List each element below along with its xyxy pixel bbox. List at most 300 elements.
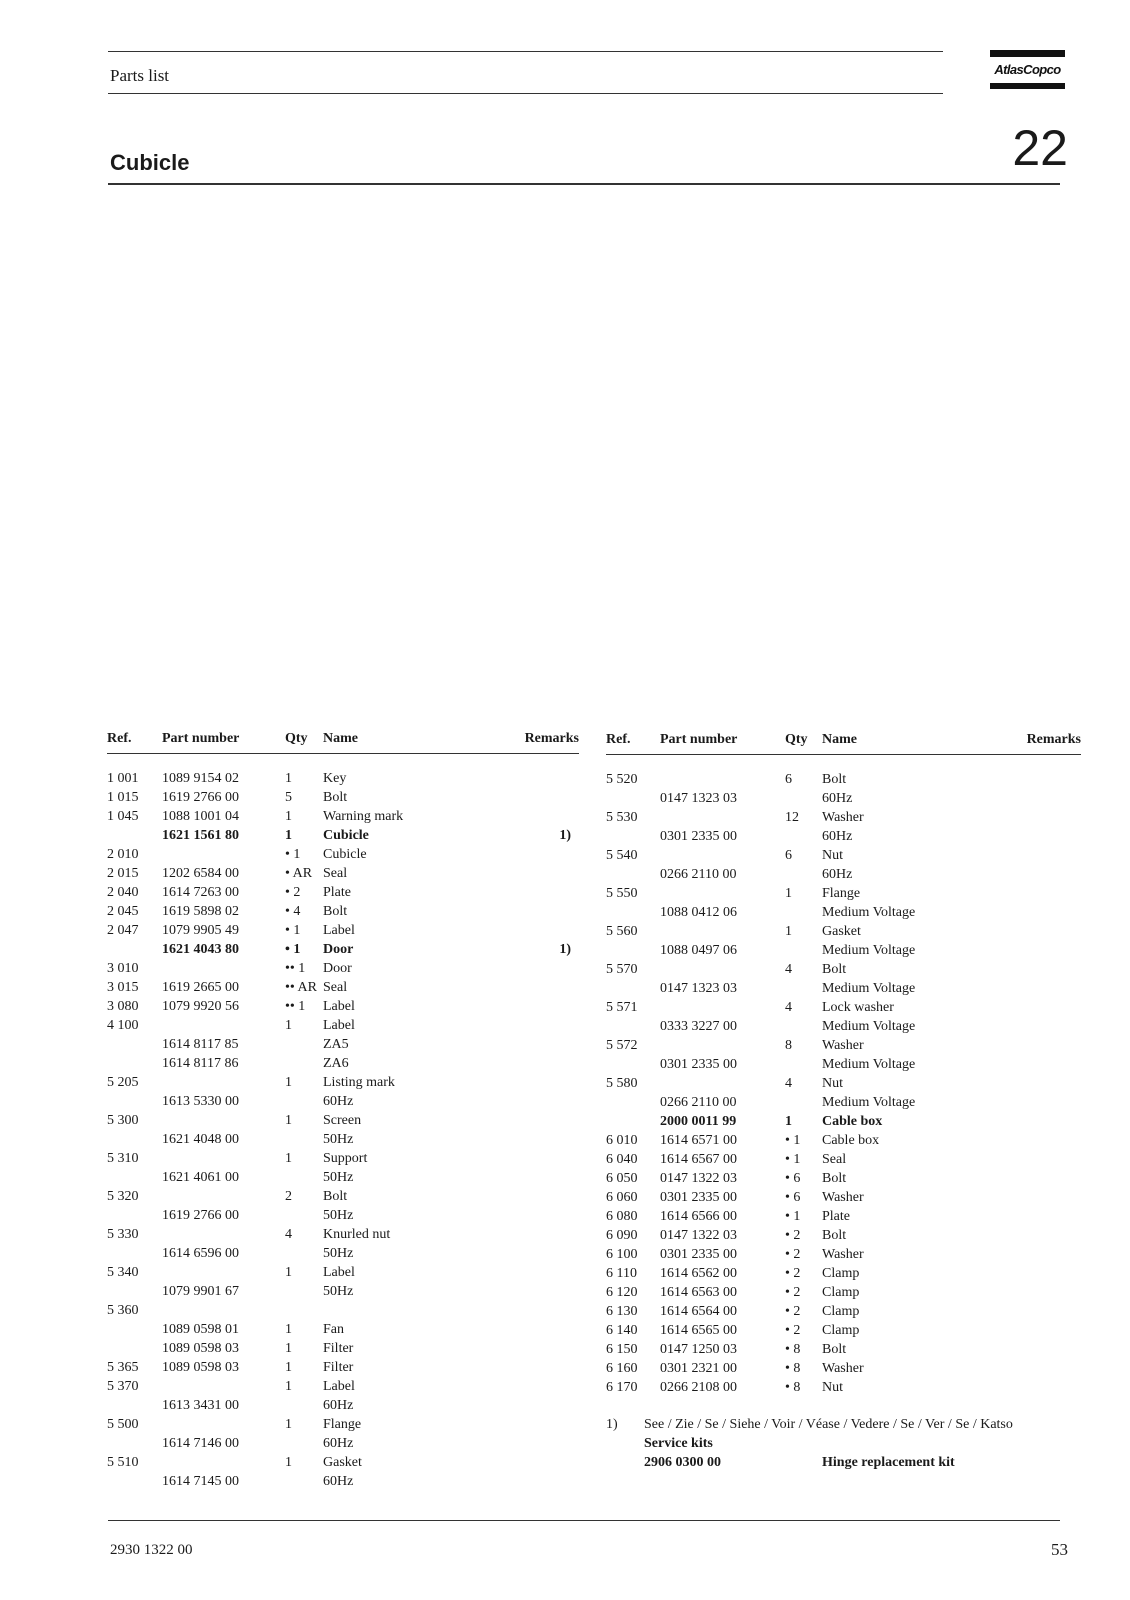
ref-cell: 5 572 (606, 1038, 638, 1053)
qty-cell: 6 (785, 772, 792, 787)
name-cell: Washer (822, 1247, 864, 1262)
table-row (606, 1095, 1081, 1114)
name-cell: Bolt (822, 1228, 847, 1243)
qty-cell: 4 (785, 962, 792, 977)
part-number-cell: 0147 1250 03 (660, 1342, 737, 1357)
ref-cell: 5 540 (606, 848, 638, 863)
part-number-cell: 1088 1001 04 (162, 809, 239, 824)
name-cell: Seal (323, 866, 348, 881)
table-row (107, 999, 579, 1018)
qty-cell: • 1 (785, 1133, 801, 1148)
footnote-mark: 1) (606, 1417, 618, 1432)
ref-cell: 5 520 (606, 772, 638, 787)
part-number-cell: 1614 6566 00 (660, 1209, 737, 1224)
logo-bottom-bar (990, 83, 1065, 89)
name-cell: Gasket (822, 924, 861, 939)
table-row (606, 848, 1081, 867)
qty-cell: 4 (785, 1076, 792, 1091)
table-row (107, 1455, 579, 1474)
name-cell: Knurled nut (323, 1227, 391, 1242)
ref-cell: 5 340 (107, 1265, 139, 1280)
table-row (107, 1265, 579, 1284)
kit-name: Hinge replacement kit (822, 1455, 955, 1470)
table-row (107, 904, 579, 923)
table-rows (606, 755, 1081, 1399)
table-row (107, 923, 579, 942)
ref-cell: 6 040 (606, 1152, 638, 1167)
name-cell: 60Hz (822, 867, 853, 882)
name-cell: Cable box (822, 1133, 880, 1148)
table-row (107, 809, 579, 828)
name-cell: Fan (323, 1322, 344, 1337)
table-header (606, 732, 1081, 754)
table-row (107, 942, 579, 961)
ref-cell: 5 360 (107, 1303, 139, 1318)
table-row (107, 1284, 579, 1303)
qty-cell: 1 (285, 828, 292, 843)
ref-cell: 6 140 (606, 1323, 638, 1338)
part-number-cell: 0301 2335 00 (660, 829, 737, 844)
qty-cell: •• 1 (285, 999, 306, 1014)
table-row (107, 1151, 579, 1170)
name-cell: Gasket (323, 1455, 362, 1470)
qty-cell: 1 (285, 1379, 292, 1394)
page-title: Cubicle (110, 150, 190, 175)
name-cell: Warning mark (323, 809, 404, 824)
part-number-cell: 1613 3431 00 (162, 1398, 239, 1413)
part-number-cell: 1613 5330 00 (162, 1094, 239, 1109)
part-number-cell: 0301 2335 00 (660, 1247, 737, 1262)
qty-cell: • 4 (285, 904, 301, 919)
name-cell: Clamp (822, 1285, 860, 1300)
name-cell: Bolt (822, 1171, 847, 1186)
part-number-cell: 1614 7263 00 (162, 885, 239, 900)
qty-cell: 1 (285, 1455, 292, 1470)
table-row (606, 1247, 1081, 1266)
ref-cell: 6 120 (606, 1285, 638, 1300)
qty-cell: 1 (285, 1322, 292, 1337)
ref-cell: 1 015 (107, 790, 139, 805)
name-cell: Bolt (323, 904, 348, 919)
table-row (107, 1436, 579, 1455)
table-row (606, 1323, 1081, 1342)
col-name-header: Name (822, 732, 857, 747)
ref-cell: 3 015 (107, 980, 139, 995)
table-row (606, 943, 1081, 962)
ref-cell: 1 001 (107, 771, 139, 786)
name-cell: Medium Voltage (822, 1019, 916, 1034)
ref-cell: 5 560 (606, 924, 638, 939)
ref-cell: 6 170 (606, 1380, 638, 1395)
qty-cell: •• AR (285, 980, 317, 995)
qty-cell: •• 1 (285, 961, 306, 976)
table-row (606, 1190, 1081, 1209)
name-cell: 50Hz (323, 1208, 354, 1223)
logo-text: AtlasCopco (994, 62, 1061, 77)
name-cell: Washer (822, 810, 864, 825)
name-cell: 60Hz (323, 1398, 354, 1413)
part-number-cell: 1089 9154 02 (162, 771, 239, 786)
part-number-cell: 1614 6571 00 (660, 1133, 737, 1148)
name-cell: Bolt (822, 1342, 847, 1357)
table-row (606, 1228, 1081, 1247)
name-cell: Cubicle (323, 828, 369, 843)
name-cell: Lock washer (822, 1000, 894, 1015)
part-number-cell: 2000 0011 99 (660, 1114, 737, 1129)
ref-cell: 5 300 (107, 1113, 139, 1128)
remarks-cell: 1) (559, 942, 571, 957)
ref-cell: 5 571 (606, 1000, 638, 1015)
qty-cell: 1 (285, 771, 292, 786)
part-number-cell: 1088 0412 06 (660, 905, 737, 920)
part-number-cell: 1614 6596 00 (162, 1246, 239, 1261)
name-cell: Medium Voltage (822, 943, 916, 958)
table-row (606, 772, 1081, 791)
header-top-rule (108, 51, 943, 52)
part-number-cell: 1088 0497 06 (660, 943, 737, 958)
part-number-cell: 0147 1323 03 (660, 791, 737, 806)
table-row (107, 1341, 579, 1360)
table-row (107, 980, 579, 999)
col-ref-header: Ref. (107, 731, 132, 746)
part-number-cell: 1614 7146 00 (162, 1436, 239, 1451)
table-row (606, 924, 1081, 943)
qty-cell: 1 (285, 1113, 292, 1128)
part-number-cell: 1614 8117 85 (162, 1037, 239, 1052)
table-row (107, 790, 579, 809)
qty-cell: • 8 (785, 1361, 801, 1376)
name-cell: Medium Voltage (822, 1095, 916, 1110)
name-cell: 60Hz (822, 829, 853, 844)
qty-cell: • 2 (785, 1323, 801, 1338)
ref-cell: 5 310 (107, 1151, 139, 1166)
name-cell: Seal (822, 1152, 847, 1167)
table-row (107, 885, 579, 904)
qty-cell: 4 (785, 1000, 792, 1015)
part-number-cell: 0147 1323 03 (660, 981, 737, 996)
part-number-cell: 1614 8117 86 (162, 1056, 239, 1071)
name-cell: Flange (822, 886, 861, 901)
part-number-cell: 1621 1561 80 (162, 828, 239, 843)
qty-cell: • 2 (785, 1247, 801, 1262)
name-cell: Screen (323, 1113, 362, 1128)
part-number-cell: 1079 9920 56 (162, 999, 239, 1014)
table-row (606, 1076, 1081, 1095)
parts-table-right (606, 732, 1081, 1399)
table-row (107, 1075, 579, 1094)
ref-cell: 6 080 (606, 1209, 638, 1224)
qty-cell: • 8 (785, 1342, 801, 1357)
name-cell: Bolt (323, 1189, 348, 1204)
part-number-cell: 1202 6584 00 (162, 866, 239, 881)
qty-cell: 2 (285, 1189, 292, 1204)
table-row (606, 810, 1081, 829)
part-number-cell: 1614 6565 00 (660, 1323, 737, 1338)
name-cell: Support (323, 1151, 368, 1166)
qty-cell: • 2 (785, 1285, 801, 1300)
name-cell: 60Hz (323, 1474, 354, 1489)
kit-part-number: 2906 0300 00 (644, 1455, 721, 1470)
table-row (606, 1133, 1081, 1152)
table-row (606, 1361, 1081, 1380)
table-row (107, 1094, 579, 1113)
table-row (606, 1000, 1081, 1019)
name-cell: Nut (822, 848, 843, 863)
qty-cell: • 2 (285, 885, 301, 900)
ref-cell: 5 500 (107, 1417, 139, 1432)
name-cell: ZA6 (323, 1056, 349, 1071)
table-row (107, 1056, 579, 1075)
table-row (606, 905, 1081, 924)
table-rows (107, 754, 579, 1493)
name-cell: 60Hz (822, 791, 853, 806)
name-cell: Label (323, 1018, 355, 1033)
qty-cell: 12 (785, 810, 799, 825)
ref-cell: 3 080 (107, 999, 139, 1014)
name-cell: Bolt (822, 772, 847, 787)
document-number: 2930 1322 00 (110, 1542, 193, 1558)
ref-cell: 6 130 (606, 1304, 638, 1319)
ref-cell: 6 110 (606, 1266, 637, 1281)
table-row (107, 1208, 579, 1227)
qty-cell: • 1 (285, 942, 301, 957)
name-cell: Medium Voltage (822, 981, 916, 996)
name-cell: Bolt (323, 790, 348, 805)
qty-cell: • 1 (785, 1152, 801, 1167)
part-number-cell: 1614 6564 00 (660, 1304, 737, 1319)
table-row (606, 867, 1081, 886)
qty-cell: • 2 (785, 1304, 801, 1319)
qty-cell: 1 (785, 1114, 792, 1129)
qty-cell: • 6 (785, 1190, 801, 1205)
name-cell: Listing mark (323, 1075, 395, 1090)
footer-rule (108, 1520, 1060, 1521)
qty-cell: 5 (285, 790, 292, 805)
name-cell: 50Hz (323, 1170, 354, 1185)
part-number-cell: 0301 2335 00 (660, 1057, 737, 1072)
ref-cell: 6 150 (606, 1342, 638, 1357)
part-number-cell: 0301 2321 00 (660, 1361, 737, 1376)
ref-cell: 5 570 (606, 962, 638, 977)
table-row (107, 1018, 579, 1037)
qty-cell: 1 (285, 1018, 292, 1033)
table-row (606, 962, 1081, 981)
qty-cell: 4 (285, 1227, 292, 1242)
table-row (107, 961, 579, 980)
name-cell: Washer (822, 1190, 864, 1205)
qty-cell: 8 (785, 1038, 792, 1053)
part-number-cell: 0266 2110 00 (660, 867, 737, 882)
table-row (107, 771, 579, 790)
qty-cell: • 8 (785, 1380, 801, 1395)
name-cell: 60Hz (323, 1436, 354, 1451)
table-row (606, 791, 1081, 810)
name-cell: Washer (822, 1038, 864, 1053)
table-row (606, 1342, 1081, 1361)
table-row (606, 829, 1081, 848)
ref-cell: 6 160 (606, 1361, 638, 1376)
ref-cell: 5 550 (606, 886, 638, 901)
ref-cell: 2 015 (107, 866, 139, 881)
name-cell: 50Hz (323, 1284, 354, 1299)
name-cell: 60Hz (323, 1094, 354, 1109)
part-number-cell: 1614 6567 00 (660, 1152, 737, 1167)
name-cell: Label (323, 1265, 355, 1280)
name-cell: Key (323, 771, 347, 786)
ref-cell: 5 370 (107, 1379, 139, 1394)
qty-cell: 1 (285, 1151, 292, 1166)
name-cell: Clamp (822, 1266, 860, 1281)
part-number-cell: 1089 0598 03 (162, 1360, 239, 1375)
ref-cell: 5 320 (107, 1189, 139, 1204)
ref-cell: 2 040 (107, 885, 139, 900)
header-bottom-rule (108, 93, 943, 94)
qty-cell: 1 (285, 1265, 292, 1280)
name-cell: Door (323, 961, 352, 976)
ref-cell: 6 090 (606, 1228, 638, 1243)
name-cell: Clamp (822, 1304, 860, 1319)
table-row (606, 1380, 1081, 1399)
qty-cell: • 1 (785, 1209, 801, 1224)
part-number-cell: 0266 2110 00 (660, 1095, 737, 1110)
parts-table-left (107, 731, 579, 1493)
part-number-cell: 0333 3227 00 (660, 1019, 737, 1034)
ref-cell: 6 100 (606, 1247, 638, 1262)
col-qty-header: Qty (285, 731, 308, 746)
table-row (606, 1209, 1081, 1228)
table-row (107, 1132, 579, 1151)
ref-cell: 1 045 (107, 809, 139, 824)
col-qty-header: Qty (785, 732, 808, 747)
table-row (606, 1171, 1081, 1190)
name-cell: Seal (323, 980, 348, 995)
table-row (107, 828, 579, 847)
table-row (107, 1474, 579, 1493)
table-row (107, 1322, 579, 1341)
qty-cell: 1 (285, 809, 292, 824)
table-row (107, 1379, 579, 1398)
ref-cell: 5 510 (107, 1455, 139, 1470)
table-row (606, 1152, 1081, 1171)
name-cell: Washer (822, 1361, 864, 1376)
qty-cell: • AR (285, 866, 313, 881)
table-row (606, 1019, 1081, 1038)
table-row (606, 1057, 1081, 1076)
qty-cell: 1 (785, 886, 792, 901)
table-row (107, 1189, 579, 1208)
ref-cell: 5 205 (107, 1075, 139, 1090)
name-cell: Clamp (822, 1323, 860, 1338)
ref-cell: 5 330 (107, 1227, 139, 1242)
title-rule (108, 183, 1060, 185)
part-number-cell: 1621 4043 80 (162, 942, 239, 957)
part-number-cell: 1614 6562 00 (660, 1266, 737, 1281)
qty-cell: • 2 (785, 1228, 801, 1243)
part-number-cell: 1619 2766 00 (162, 1208, 239, 1223)
ref-cell: 4 100 (107, 1018, 139, 1033)
name-cell: Filter (323, 1341, 354, 1356)
part-number-cell: 1089 0598 03 (162, 1341, 239, 1356)
qty-cell: 6 (785, 848, 792, 863)
table-row (107, 866, 579, 885)
ref-cell: 2 010 (107, 847, 139, 862)
qty-cell: • 1 (285, 923, 301, 938)
col-remarks-header: Remarks (524, 731, 579, 746)
ref-cell: 6 010 (606, 1133, 638, 1148)
table-row (606, 1038, 1081, 1057)
table-row (606, 1285, 1081, 1304)
table-row (606, 886, 1081, 905)
table-row (107, 1417, 579, 1436)
qty-cell: 1 (285, 1341, 292, 1356)
table-row (606, 981, 1081, 1000)
part-number-cell: 1619 2766 00 (162, 790, 239, 805)
remarks-cell: 1) (559, 828, 571, 843)
name-cell: Label (323, 999, 355, 1014)
ref-cell: 6 060 (606, 1190, 638, 1205)
atlas-copco-logo (990, 50, 1065, 92)
table-header (107, 731, 579, 753)
name-cell: Nut (822, 1380, 843, 1395)
name-cell: Filter (323, 1360, 354, 1375)
qty-cell: 1 (285, 1360, 292, 1375)
col-remarks-header: Remarks (1026, 732, 1081, 747)
col-part-header: Part number (162, 731, 240, 746)
name-cell: Door (323, 942, 354, 957)
table-row (606, 1266, 1081, 1285)
qty-cell: 1 (785, 924, 792, 939)
name-cell: Plate (323, 885, 351, 900)
part-number-cell: 1079 9905 49 (162, 923, 239, 938)
name-cell: Bolt (822, 962, 847, 977)
footnote-text: See / Zie / Se / Siehe / Voir / Véase / Vedere / Se / Ver / Se / Katso (644, 1417, 1013, 1432)
header-section-label: Parts list (110, 66, 170, 85)
table-row (107, 847, 579, 866)
name-cell: Flange (323, 1417, 362, 1432)
ref-cell: 2 047 (107, 923, 139, 938)
part-number-cell: 0301 2335 00 (660, 1190, 737, 1205)
part-number-cell: 1614 6563 00 (660, 1285, 737, 1300)
table-row (107, 1360, 579, 1379)
part-number-cell: 1621 4048 00 (162, 1132, 239, 1147)
col-part-header: Part number (660, 732, 738, 747)
name-cell: Plate (822, 1209, 850, 1224)
section-number: 22 (1012, 120, 1068, 176)
part-number-cell: 0147 1322 03 (660, 1171, 737, 1186)
part-number-cell: 1621 4061 00 (162, 1170, 239, 1185)
name-cell: 50Hz (323, 1246, 354, 1261)
qty-cell: 1 (285, 1417, 292, 1432)
page-number: 53 (1051, 1540, 1068, 1559)
table-row (107, 1037, 579, 1056)
ref-cell: 5 365 (107, 1360, 139, 1375)
table-row (107, 1227, 579, 1246)
col-name-header: Name (323, 731, 358, 746)
ref-cell: 3 010 (107, 961, 139, 976)
table-row (107, 1246, 579, 1265)
name-cell: Cubicle (323, 847, 367, 862)
part-number-cell: 1079 9901 67 (162, 1284, 239, 1299)
name-cell: Medium Voltage (822, 1057, 916, 1072)
ref-cell: 5 580 (606, 1076, 638, 1091)
table-row (107, 1303, 579, 1322)
name-cell: Nut (822, 1076, 843, 1091)
qty-cell: • 2 (785, 1266, 801, 1281)
name-cell: Cable box (822, 1114, 883, 1129)
qty-cell: 1 (285, 1075, 292, 1090)
name-cell: ZA5 (323, 1037, 349, 1052)
part-number-cell: 0147 1322 03 (660, 1228, 737, 1243)
